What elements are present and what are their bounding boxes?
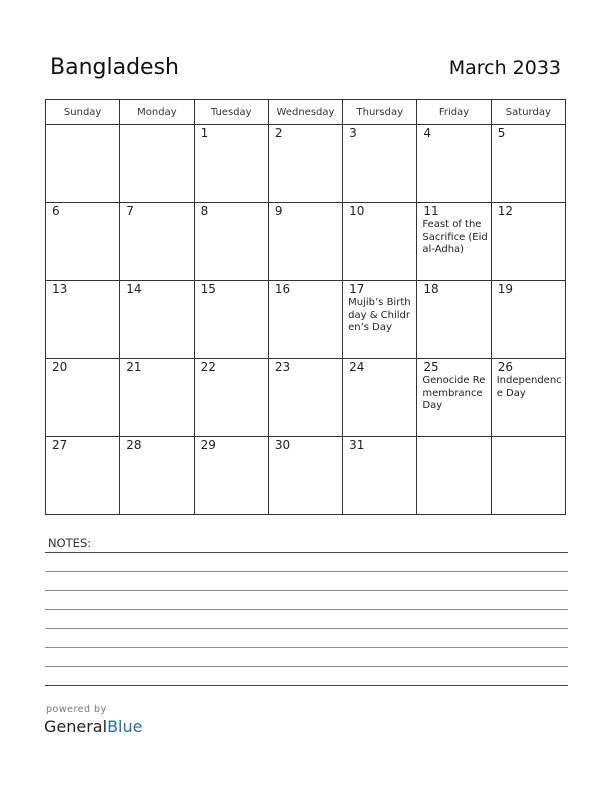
- calendar-grid: [45, 99, 566, 515]
- day-number: 12: [497, 204, 513, 218]
- day-cell: [268, 437, 342, 515]
- day-cell: [46, 281, 120, 359]
- day-number: 26: [497, 360, 513, 374]
- day-cell: [491, 359, 565, 437]
- day-cell: [268, 203, 342, 281]
- day-cell: [46, 125, 120, 203]
- weekday-header: Tuesday: [194, 100, 268, 125]
- day-number: 2: [274, 126, 283, 140]
- weekday-header-row: [46, 100, 566, 125]
- day-number: 25: [423, 360, 439, 374]
- day-number: 7: [126, 204, 134, 218]
- notes-line: [45, 571, 568, 572]
- day-number: 11: [423, 204, 439, 218]
- day-number: 14: [126, 282, 142, 296]
- day-cell: [194, 125, 268, 203]
- day-number: 23: [274, 360, 291, 374]
- brand-blue: Blue: [107, 717, 143, 736]
- holiday-label: Independence Day: [496, 375, 562, 399]
- day-cell: [120, 359, 194, 437]
- day-cell: [268, 281, 342, 359]
- week-row: [46, 437, 566, 515]
- day-number: 9: [274, 204, 283, 218]
- day-number: 20: [52, 360, 68, 374]
- day-number: 24: [349, 360, 365, 374]
- day-cell: [417, 125, 491, 203]
- brand-general: General: [44, 717, 108, 736]
- day-cell: [343, 125, 417, 203]
- day-number: 18: [423, 282, 439, 296]
- weekday-header: Sunday: [46, 100, 120, 125]
- day-number: 21: [126, 360, 142, 374]
- notes-line: [45, 552, 568, 553]
- day-cell: [343, 203, 417, 281]
- week-row: [46, 203, 566, 281]
- week-row: [46, 125, 566, 203]
- day-number: 29: [200, 438, 216, 452]
- day-number: 22: [200, 360, 216, 374]
- day-cell: [194, 203, 268, 281]
- day-number: 27: [52, 438, 68, 452]
- day-number: 17: [349, 282, 365, 296]
- day-cell: [46, 203, 120, 281]
- day-number: 4: [423, 126, 432, 140]
- day-cell: [194, 359, 268, 437]
- day-cell: [343, 281, 417, 359]
- day-cell: [417, 203, 491, 281]
- country-title: Bangladesh: [50, 55, 179, 80]
- day-number: 10: [349, 204, 365, 218]
- week-row: [46, 281, 566, 359]
- notes-label: NOTES:: [48, 536, 92, 550]
- day-cell: [343, 437, 417, 515]
- notes-line: [45, 685, 568, 686]
- day-cell: [194, 281, 268, 359]
- day-cell: [417, 359, 491, 437]
- weekday-header: Wednesday: [268, 100, 342, 125]
- week-row: [46, 359, 566, 437]
- day-number: 8: [200, 204, 209, 218]
- day-number: 28: [126, 438, 142, 452]
- weekday-header: Monday: [120, 100, 194, 125]
- brand-logo: [44, 717, 142, 736]
- notes-line: [45, 628, 568, 629]
- day-cell: [491, 281, 565, 359]
- day-cell: [120, 281, 194, 359]
- day-number: 30: [274, 438, 291, 452]
- day-cell: [120, 437, 194, 515]
- notes-line: [45, 666, 568, 667]
- weekday-header: Saturday: [491, 100, 565, 125]
- day-number: 6: [52, 204, 60, 218]
- weekday-header: Friday: [417, 100, 491, 125]
- day-number: 5: [497, 126, 506, 140]
- notes-line: [45, 590, 568, 591]
- notes-line: [45, 647, 568, 648]
- day-cell: [343, 359, 417, 437]
- day-cell: [491, 203, 565, 281]
- day-number: 16: [274, 282, 291, 296]
- notes-line: [45, 609, 568, 610]
- month-year-title: March 2033: [448, 57, 561, 79]
- day-cell: [417, 437, 491, 515]
- day-cell: [120, 125, 194, 203]
- day-cell: [268, 359, 342, 437]
- calendar-body: [46, 125, 566, 515]
- day-number: 3: [349, 126, 357, 140]
- holiday-label: Genocide Remembrance Day: [422, 375, 486, 411]
- day-number: 15: [200, 282, 216, 296]
- day-cell: [120, 203, 194, 281]
- day-cell: [268, 125, 342, 203]
- holiday-label: Feast of the Sacrifice (Eid al-Adha): [422, 219, 488, 255]
- day-cell: [46, 437, 120, 515]
- weekday-header: Thursday: [343, 100, 417, 125]
- holiday-label: Mujib’s Birthday & Children’s Day: [348, 297, 411, 333]
- powered-by-text: powered by: [46, 704, 107, 715]
- day-number: 19: [497, 282, 513, 296]
- day-number: 13: [52, 282, 68, 296]
- day-number: 1: [200, 126, 209, 140]
- day-cell: [194, 437, 268, 515]
- day-cell: [491, 125, 565, 203]
- day-cell: [417, 281, 491, 359]
- day-cell: [491, 437, 565, 515]
- day-number: 31: [349, 438, 365, 452]
- day-cell: [46, 359, 120, 437]
